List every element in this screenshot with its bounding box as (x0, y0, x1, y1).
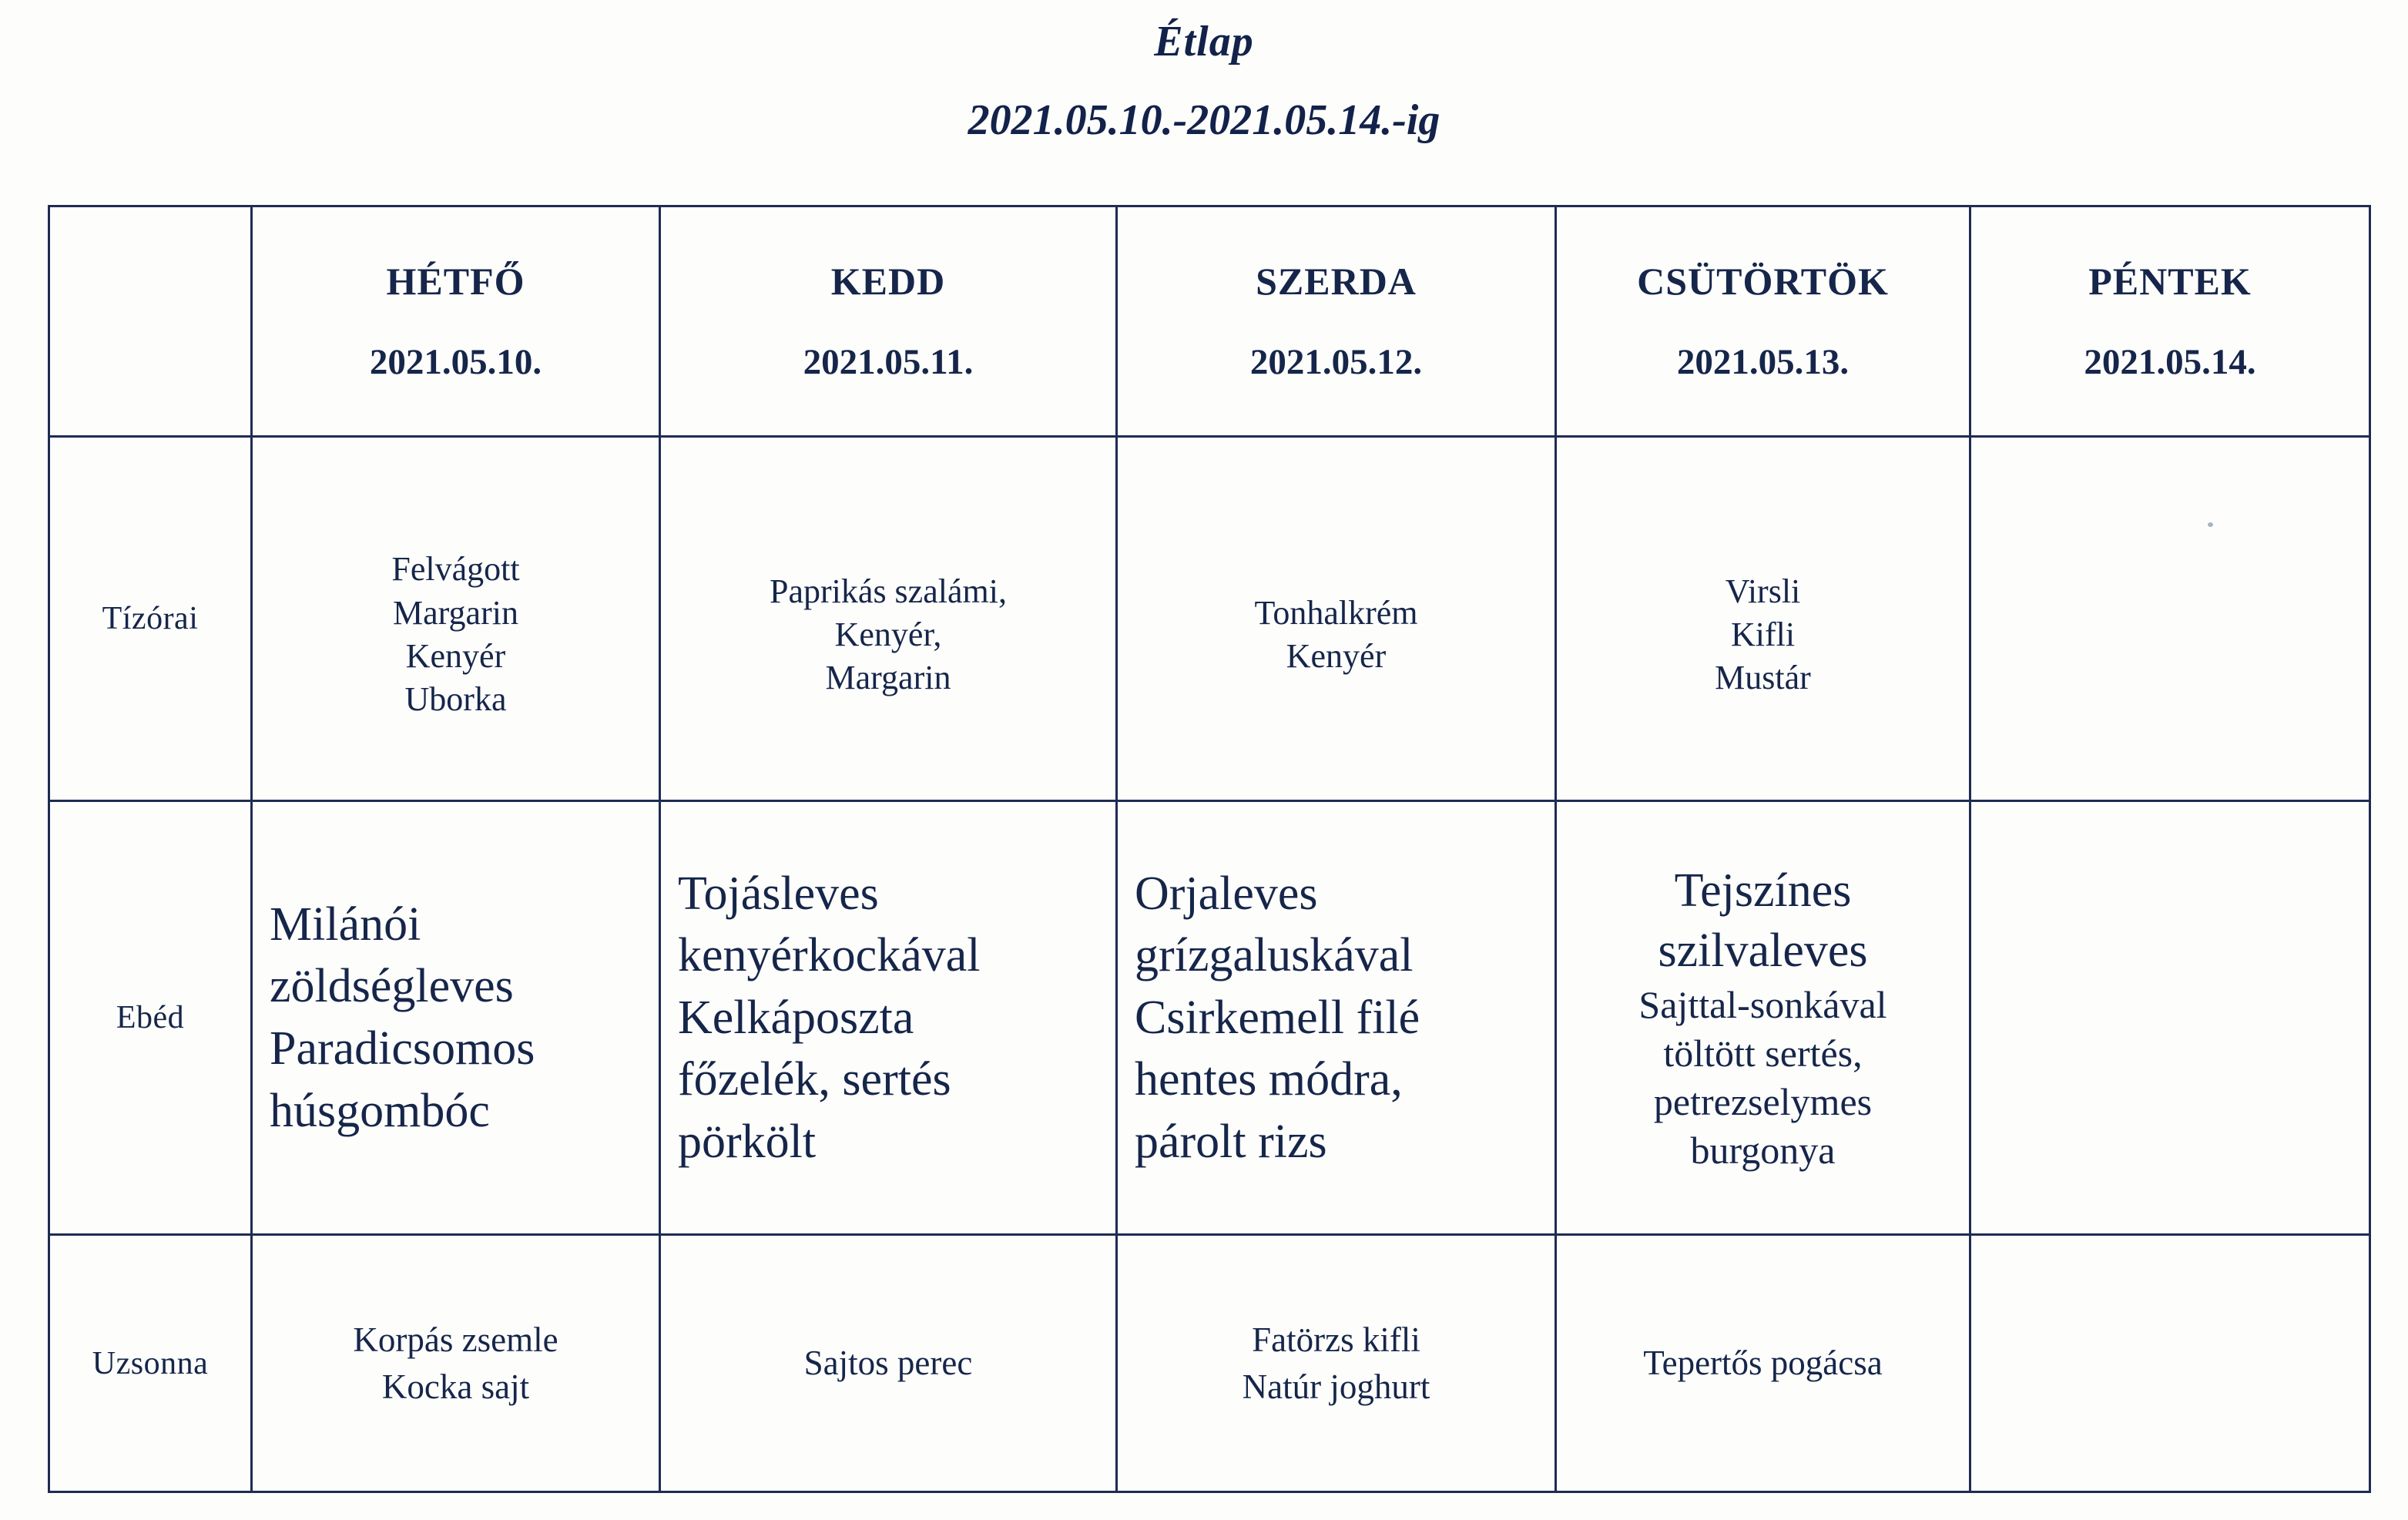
meal-lines (253, 1317, 659, 1410)
row-label-ebed: Ebéd (49, 801, 252, 1235)
meal-line: Fatörzs kifli (1252, 1320, 1420, 1360)
column-header-tuesday (660, 206, 1117, 437)
cell-uzsonna-tuesday (660, 1235, 1117, 1492)
meal-line: Kenyér, (834, 615, 942, 653)
meal-lines (661, 863, 1115, 1173)
cell-uzsonna-thursday (1556, 1235, 1970, 1492)
meal-line: szilvaleves (1658, 924, 1868, 977)
cell-tizorai-monday (252, 437, 660, 801)
meal-line: Csirkemell filé (1135, 991, 1420, 1044)
meal-line: Tepertős pogácsa (1643, 1344, 1883, 1383)
meal-line: burgonya (1690, 1129, 1836, 1173)
day-name-friday: PÉNTEK (2088, 259, 2252, 303)
meal-lines (253, 515, 659, 721)
cell-ebed-tuesday (660, 801, 1117, 1235)
meal-lines (661, 1340, 1115, 1386)
meal-line: Natúr joghurt (1242, 1367, 1430, 1406)
meal-line: Virsli (1725, 572, 1801, 610)
date-range-subtitle: 2021.05.10.-2021.05.14.-ig (968, 96, 1440, 144)
cell-ebed-wednesday (1117, 801, 1556, 1235)
cell-ebed-friday (1970, 801, 2370, 1235)
meal-line: párolt rizs (1135, 1115, 1327, 1168)
meal-line: Tojásleves (678, 867, 879, 920)
meal-lines (1118, 863, 1554, 1173)
scan-artifact-speck (2208, 522, 2213, 527)
meal-line: grízgaluskával (1135, 929, 1414, 982)
day-date-monday: 2021.05.10. (369, 341, 542, 382)
day-name-monday: HÉTFŐ (386, 259, 525, 303)
cell-tizorai-thursday (1556, 437, 1970, 801)
meal-line: kenyérkockával (678, 929, 981, 982)
meal-line: Kifli (1730, 615, 1796, 653)
day-name-wednesday: SZERDA (1256, 259, 1417, 303)
meal-lines (1118, 559, 1554, 679)
row-label-uzsonna: Uzsonna (49, 1235, 252, 1492)
meal-line: Tonhalkrém (1254, 593, 1418, 632)
meal-line: Milánói (270, 898, 421, 951)
cell-ebed-thursday (1556, 801, 1970, 1235)
meal-line: Margarin (825, 659, 951, 697)
meal-line: húsgombóc (270, 1084, 490, 1137)
cell-tizorai-tuesday (660, 437, 1117, 801)
table-header-row (49, 206, 2370, 437)
meal-line: Sajttal-sonkával (1638, 983, 1887, 1027)
day-name-tuesday: KEDD (830, 259, 946, 303)
cell-tizorai-wednesday (1117, 437, 1556, 801)
meal-line: petrezselymes (1653, 1080, 1873, 1124)
column-header-thursday (1556, 206, 1970, 437)
meal-line: főzelék, sertés (678, 1053, 951, 1106)
meal-line: Kenyér (1286, 637, 1387, 675)
meal-line: töltött sertés, (1663, 1032, 1863, 1075)
meal-line: Kenyér (405, 637, 506, 675)
day-date-thursday: 2021.05.13. (1676, 341, 1850, 382)
menu-table-container (48, 205, 2369, 1491)
meal-lines-mixed (1557, 861, 1969, 1175)
meal-line: Mustár (1715, 659, 1811, 697)
day-date-friday: 2021.05.14. (2084, 341, 2256, 382)
meal-lines (1557, 538, 1969, 700)
day-name-thursday: CSÜTÖRTÖK (1637, 259, 1889, 303)
meal-lines (1557, 1340, 1969, 1386)
meal-line: hentes módra, (1135, 1053, 1403, 1106)
table-row-ebed (49, 801, 2370, 1235)
meal-line: Paradicsomos (270, 1022, 535, 1075)
meal-lines (1118, 1317, 1554, 1410)
meal-line: Felvágott (391, 550, 520, 589)
cell-ebed-monday (252, 801, 660, 1235)
meal-line: Paprikás szalámi, (770, 572, 1007, 610)
meal-line: Tejszínes (1674, 864, 1852, 917)
day-date-tuesday: 2021.05.11. (803, 341, 974, 382)
column-header-monday (252, 206, 660, 437)
meal-line: Margarin (393, 593, 518, 632)
meal-lines (1971, 602, 2369, 635)
meal-line: Uborka (404, 680, 507, 719)
meal-line: Kelkáposzta (678, 991, 914, 1044)
meal-lines (661, 538, 1115, 700)
column-header-wednesday (1117, 206, 1556, 437)
cell-tizorai-friday (1970, 437, 2370, 801)
meal-line: zöldségleves (270, 960, 514, 1013)
title-block (0, 0, 2408, 145)
cell-uzsonna-wednesday (1117, 1235, 1556, 1492)
day-date-wednesday: 2021.05.12. (1249, 341, 1423, 382)
meal-line: Kocka sajt (381, 1367, 530, 1406)
table-row-uzsonna (49, 1235, 2370, 1492)
table-row-tizorai (49, 437, 2370, 801)
meal-line: pörkölt (678, 1115, 817, 1168)
column-header-friday (1970, 206, 2370, 437)
meal-line: Korpás zsemle (353, 1320, 558, 1360)
cell-uzsonna-friday (1970, 1235, 2370, 1492)
meal-lines (253, 894, 659, 1142)
row-label-tizorai: Tízórai (49, 437, 252, 801)
page-title: Étlap (1154, 18, 1254, 65)
corner-cell (49, 206, 252, 437)
weekly-menu-table (48, 205, 2371, 1493)
meal-line: Orjaleves (1135, 867, 1318, 920)
cell-uzsonna-monday (252, 1235, 660, 1492)
meal-line: Sajtos perec (803, 1344, 973, 1383)
